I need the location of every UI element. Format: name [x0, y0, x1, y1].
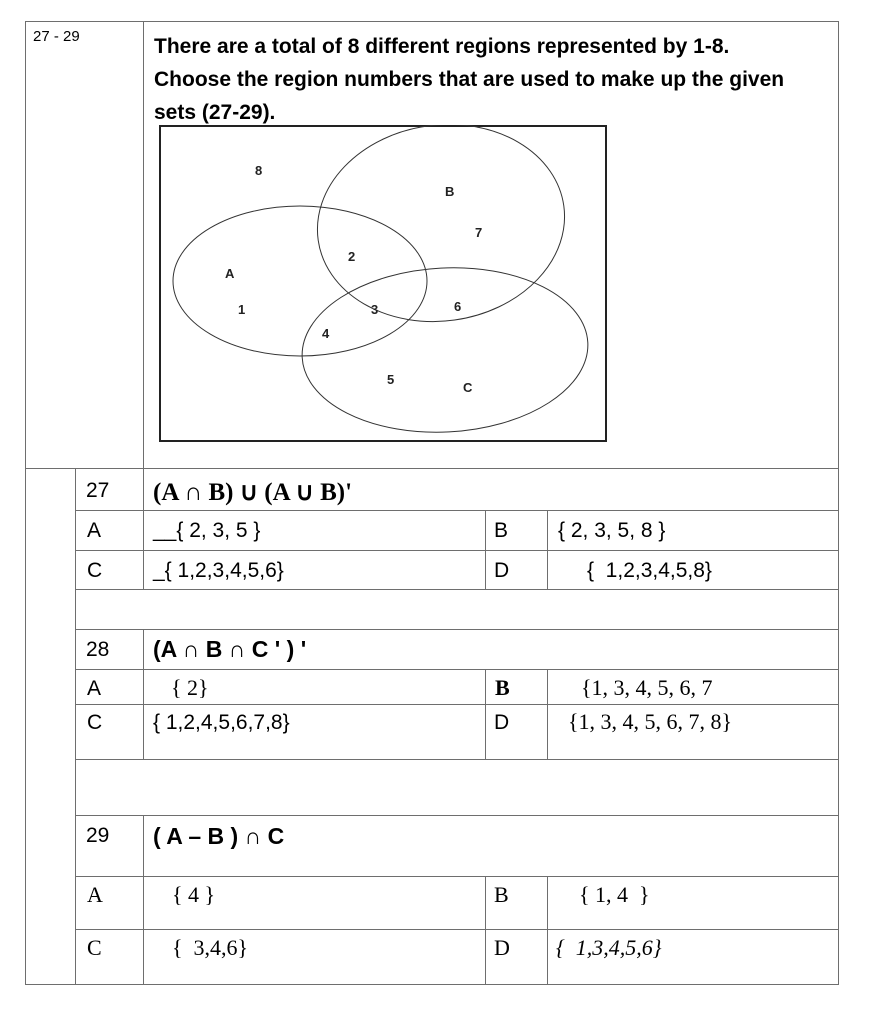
- col-line: [143, 815, 144, 985]
- row-line: [75, 704, 839, 705]
- venn-universe-box: [160, 126, 606, 441]
- option-letter: C: [87, 935, 102, 960]
- venn-region-label: 2: [348, 249, 356, 264]
- venn-region-label: 3: [371, 302, 379, 317]
- row-line: [75, 669, 839, 670]
- col-line: [547, 876, 548, 985]
- table-border-left: [25, 21, 26, 985]
- option-letter: A: [87, 677, 102, 700]
- option-letter: D: [494, 711, 510, 734]
- venn-region-label: 5: [387, 372, 395, 387]
- venn-diagram: [159, 125, 609, 443]
- row-line: [75, 629, 839, 630]
- option-letter: B: [495, 675, 510, 700]
- question-expression: (A ∩ B) ∪ (A ∪ B)': [153, 479, 353, 506]
- table-border-top: [25, 21, 839, 22]
- option-text: { 1,2,3,4,5,8}: [587, 559, 712, 582]
- question-number: 27: [86, 479, 110, 502]
- option-letter: A: [87, 882, 103, 907]
- option-text: __{ 2, 3, 5 }: [153, 519, 261, 542]
- col-line: [485, 876, 486, 985]
- option-text: { 1, 4 }: [579, 882, 650, 907]
- option-text: {1, 3, 4, 5, 6, 7: [581, 675, 713, 700]
- row-line: [75, 759, 839, 760]
- option-text: { 1,2,4,5,6,7,8}: [153, 711, 290, 734]
- venn-region-label: 6: [454, 299, 462, 314]
- question-expression: ( A – B ) ∩ C: [153, 823, 285, 849]
- table-border-right: [838, 21, 839, 985]
- venn-set-label: B: [445, 184, 455, 199]
- inner-left-line: [75, 468, 76, 985]
- row-line: [75, 510, 839, 511]
- col-line: [143, 629, 144, 760]
- venn-region-label: 8: [255, 163, 263, 178]
- col-line: [143, 468, 144, 590]
- header-bottom-line: [25, 468, 839, 469]
- option-letter: C: [87, 559, 103, 582]
- row-line: [75, 929, 839, 930]
- option-letter: A: [87, 519, 102, 542]
- option-letter: B: [494, 519, 509, 542]
- instruction-line: sets (27-29).: [154, 101, 276, 124]
- option-letter: B: [494, 882, 509, 907]
- row-line: [75, 876, 839, 877]
- option-text: _{ 1,2,3,4,5,6}: [153, 559, 284, 582]
- option-text: { 4 }: [172, 882, 216, 907]
- venn-circle-b: [305, 125, 578, 337]
- option-text: { 2, 3, 5, 8 }: [558, 519, 666, 542]
- venn-region-label: 1: [238, 302, 246, 317]
- col-line: [485, 510, 486, 590]
- option-letter: D: [494, 935, 510, 960]
- venn-circle-a: [173, 206, 427, 356]
- table-border-bottom: [25, 984, 839, 985]
- col-line: [547, 510, 548, 590]
- header-divider: [143, 21, 144, 469]
- row-line: [75, 550, 839, 551]
- option-text: { 1,3,4,5,6}: [556, 935, 662, 960]
- row-line: [75, 815, 839, 816]
- row-line: [75, 589, 839, 590]
- question-range-label: 27 - 29: [33, 28, 80, 45]
- question-expression: (A ∩ B ∩ C ' ) ': [153, 636, 307, 662]
- question-number: 28: [86, 638, 110, 661]
- venn-set-label: A: [225, 266, 235, 281]
- venn-region-label: 4: [322, 326, 330, 341]
- option-letter: C: [87, 711, 103, 734]
- question-number: 29: [86, 824, 110, 847]
- venn-region-label: 7: [475, 225, 483, 240]
- col-line: [547, 669, 548, 760]
- instructions: [154, 30, 784, 129]
- option-letter: D: [494, 559, 510, 582]
- instruction-line: Choose the region numbers that are used to make up the given: [154, 68, 785, 91]
- option-text: {1, 3, 4, 5, 6, 7, 8}: [568, 709, 733, 734]
- venn-set-label: C: [463, 380, 473, 395]
- option-text: { 2}: [171, 675, 209, 700]
- option-text: { 3,4,6}: [172, 935, 249, 960]
- col-line: [485, 669, 486, 760]
- instruction-line: There are a total of 8 different regions represented by 1-8.: [154, 35, 730, 58]
